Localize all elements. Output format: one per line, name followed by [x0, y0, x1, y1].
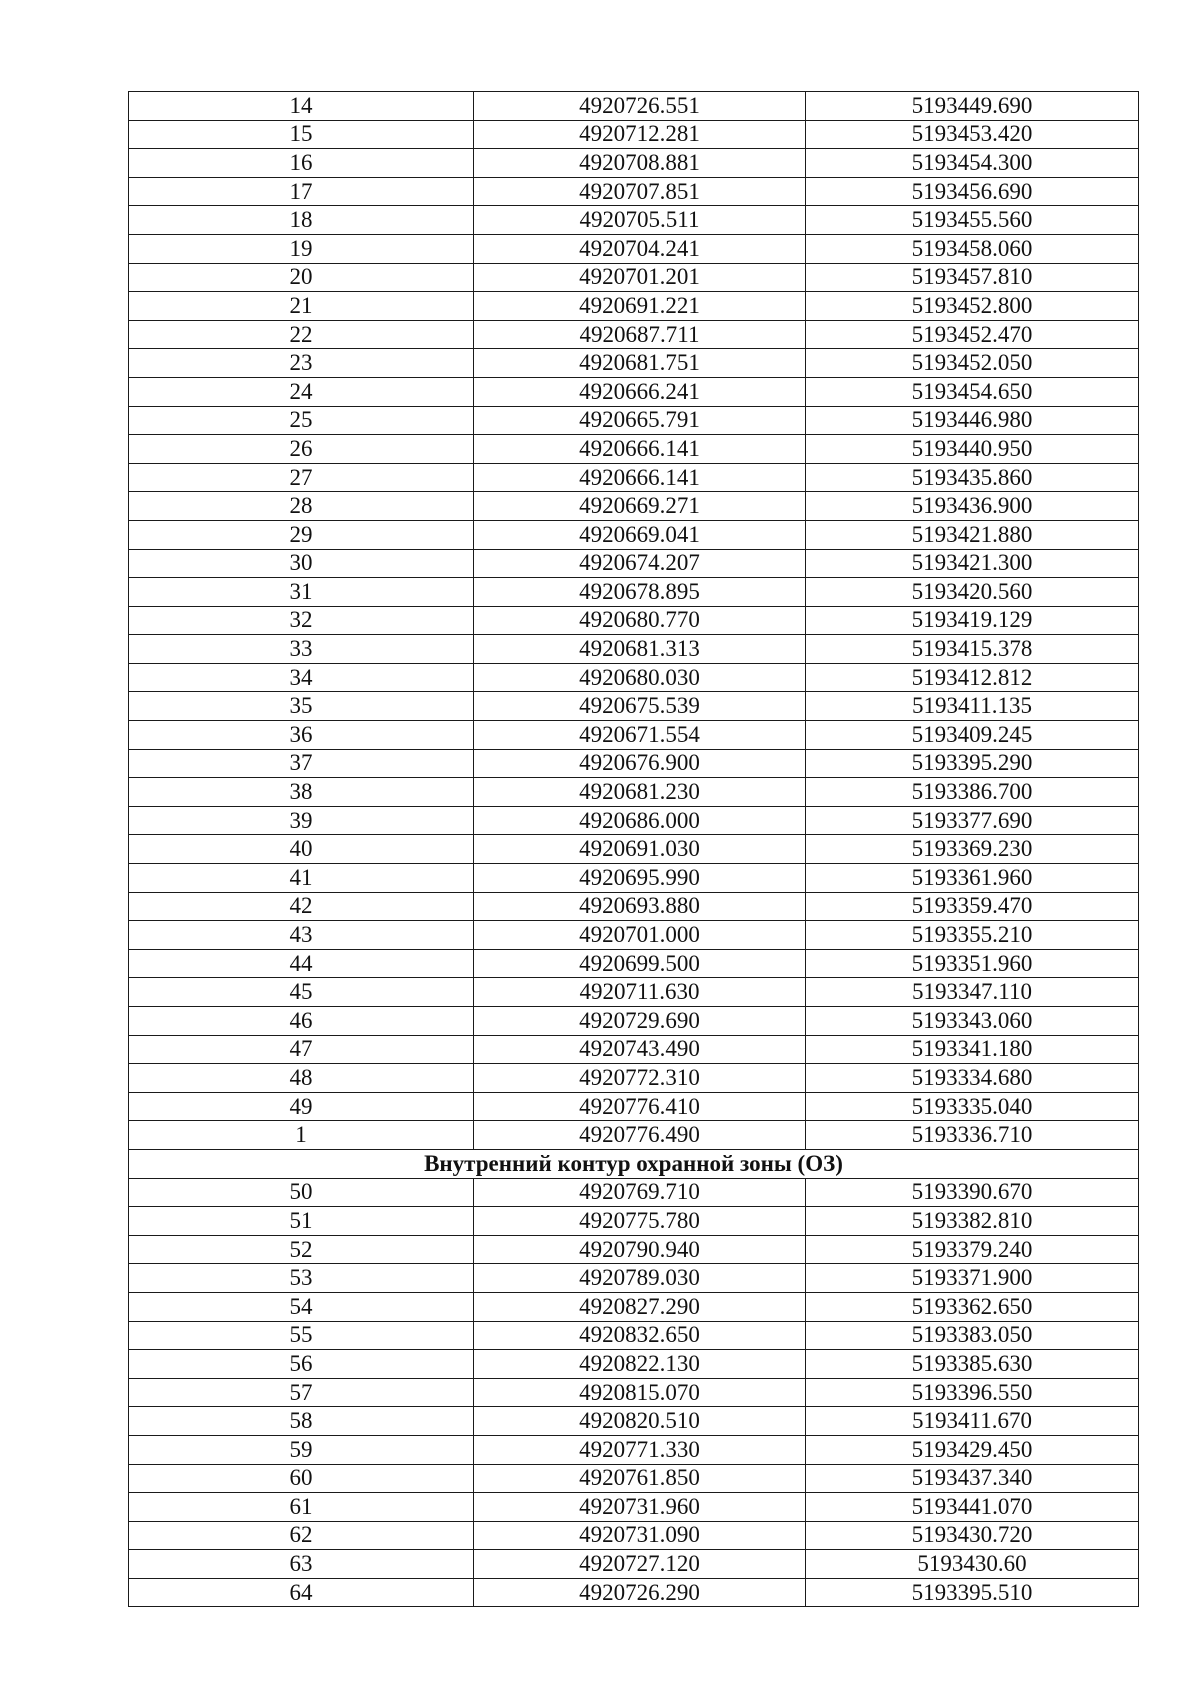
- point-number-cell: 63: [129, 1550, 474, 1579]
- x-coordinate-cell: 4920776.410: [474, 1092, 806, 1121]
- x-coordinate-cell: 4920695.990: [474, 864, 806, 893]
- table-row: [129, 1178, 1139, 1207]
- x-coordinate-cell: 4920707.851: [474, 177, 806, 206]
- table-row: [129, 234, 1139, 263]
- y-coordinate-cell: 5193452.050: [806, 349, 1139, 378]
- x-coordinate-cell: 4920731.960: [474, 1493, 806, 1522]
- table-row: [129, 978, 1139, 1007]
- y-coordinate-cell: 5193411.670: [806, 1407, 1139, 1436]
- table-row: [129, 177, 1139, 206]
- table-row: [129, 949, 1139, 978]
- y-coordinate-cell: 5193385.630: [806, 1350, 1139, 1379]
- x-coordinate-cell: 4920699.500: [474, 949, 806, 978]
- table-row: [129, 320, 1139, 349]
- y-coordinate-cell: 5193430.60: [806, 1550, 1139, 1579]
- y-coordinate-cell: 5193449.690: [806, 92, 1139, 121]
- y-coordinate-cell: 5193458.060: [806, 234, 1139, 263]
- y-coordinate-cell: 5193395.510: [806, 1578, 1139, 1607]
- x-coordinate-cell: 4920686.000: [474, 806, 806, 835]
- y-coordinate-cell: 5193411.135: [806, 692, 1139, 721]
- x-coordinate-cell: 4920681.751: [474, 349, 806, 378]
- table-row: [129, 921, 1139, 950]
- point-number-cell: 47: [129, 1035, 474, 1064]
- y-coordinate-cell: 5193421.880: [806, 520, 1139, 549]
- y-coordinate-cell: 5193347.110: [806, 978, 1139, 1007]
- y-coordinate-cell: 5193412.812: [806, 663, 1139, 692]
- table-row: [129, 1435, 1139, 1464]
- point-number-cell: 22: [129, 320, 474, 349]
- section-header-row: [129, 1149, 1139, 1178]
- table-row: [129, 1121, 1139, 1150]
- y-coordinate-cell: 5193362.650: [806, 1292, 1139, 1321]
- table-row: [129, 663, 1139, 692]
- x-coordinate-cell: 4920704.241: [474, 234, 806, 263]
- x-coordinate-cell: 4920815.070: [474, 1378, 806, 1407]
- y-coordinate-cell: 5193446.980: [806, 406, 1139, 435]
- point-number-cell: 39: [129, 806, 474, 835]
- table-row: [129, 1550, 1139, 1579]
- table-row: [129, 1235, 1139, 1264]
- point-number-cell: 37: [129, 749, 474, 778]
- table-row: [129, 606, 1139, 635]
- table-row: [129, 1064, 1139, 1093]
- x-coordinate-cell: 4920669.271: [474, 492, 806, 521]
- y-coordinate-cell: 5193355.210: [806, 921, 1139, 950]
- table-row: [129, 1292, 1139, 1321]
- point-number-cell: 23: [129, 349, 474, 378]
- y-coordinate-cell: 5193454.650: [806, 377, 1139, 406]
- point-number-cell: 51: [129, 1207, 474, 1236]
- coordinates-table: [128, 91, 1139, 1607]
- y-coordinate-cell: 5193341.180: [806, 1035, 1139, 1064]
- y-coordinate-cell: 5193379.240: [806, 1235, 1139, 1264]
- x-coordinate-cell: 4920681.230: [474, 778, 806, 807]
- x-coordinate-cell: 4920832.650: [474, 1321, 806, 1350]
- table-row: [129, 578, 1139, 607]
- x-coordinate-cell: 4920691.221: [474, 292, 806, 321]
- point-number-cell: 58: [129, 1407, 474, 1436]
- table-row: [129, 406, 1139, 435]
- point-number-cell: 42: [129, 892, 474, 921]
- y-coordinate-cell: 5193429.450: [806, 1435, 1139, 1464]
- y-coordinate-cell: 5193390.670: [806, 1178, 1139, 1207]
- point-number-cell: 62: [129, 1521, 474, 1550]
- table-row: [129, 749, 1139, 778]
- table-row: [129, 1521, 1139, 1550]
- table-row: [129, 120, 1139, 149]
- x-coordinate-cell: 4920743.490: [474, 1035, 806, 1064]
- section-title: Внутренний контур охранной зоны (ОЗ): [129, 1149, 1139, 1178]
- y-coordinate-cell: 5193343.060: [806, 1007, 1139, 1036]
- y-coordinate-cell: 5193430.720: [806, 1521, 1139, 1550]
- x-coordinate-cell: 4920712.281: [474, 120, 806, 149]
- point-number-cell: 18: [129, 206, 474, 235]
- x-coordinate-cell: 4920701.201: [474, 263, 806, 292]
- y-coordinate-cell: 5193435.860: [806, 463, 1139, 492]
- point-number-cell: 24: [129, 377, 474, 406]
- x-coordinate-cell: 4920693.880: [474, 892, 806, 921]
- x-coordinate-cell: 4920678.895: [474, 578, 806, 607]
- y-coordinate-cell: 5193334.680: [806, 1064, 1139, 1093]
- table-row: [129, 206, 1139, 235]
- y-coordinate-cell: 5193420.560: [806, 578, 1139, 607]
- y-coordinate-cell: 5193369.230: [806, 835, 1139, 864]
- point-number-cell: 40: [129, 835, 474, 864]
- table-row: [129, 292, 1139, 321]
- point-number-cell: 25: [129, 406, 474, 435]
- x-coordinate-cell: 4920789.030: [474, 1264, 806, 1293]
- point-number-cell: 28: [129, 492, 474, 521]
- table-row: [129, 1092, 1139, 1121]
- x-coordinate-cell: 4920822.130: [474, 1350, 806, 1379]
- table-row: [129, 1264, 1139, 1293]
- point-number-cell: 57: [129, 1378, 474, 1407]
- x-coordinate-cell: 4920731.090: [474, 1521, 806, 1550]
- table-row: [129, 377, 1139, 406]
- table-row: [129, 92, 1139, 121]
- x-coordinate-cell: 4920726.551: [474, 92, 806, 121]
- x-coordinate-cell: 4920705.511: [474, 206, 806, 235]
- point-number-cell: 56: [129, 1350, 474, 1379]
- y-coordinate-cell: 5193455.560: [806, 206, 1139, 235]
- y-coordinate-cell: 5193336.710: [806, 1121, 1139, 1150]
- point-number-cell: 61: [129, 1493, 474, 1522]
- y-coordinate-cell: 5193377.690: [806, 806, 1139, 835]
- point-number-cell: 15: [129, 120, 474, 149]
- y-coordinate-cell: 5193351.960: [806, 949, 1139, 978]
- y-coordinate-cell: 5193454.300: [806, 149, 1139, 178]
- point-number-cell: 64: [129, 1578, 474, 1607]
- x-coordinate-cell: 4920680.030: [474, 663, 806, 692]
- y-coordinate-cell: 5193361.960: [806, 864, 1139, 893]
- point-number-cell: 29: [129, 520, 474, 549]
- y-coordinate-cell: 5193409.245: [806, 721, 1139, 750]
- x-coordinate-cell: 4920776.490: [474, 1121, 806, 1150]
- point-number-cell: 48: [129, 1064, 474, 1093]
- point-number-cell: 41: [129, 864, 474, 893]
- table-row: [129, 1035, 1139, 1064]
- table-row: [129, 721, 1139, 750]
- x-coordinate-cell: 4920681.313: [474, 635, 806, 664]
- point-number-cell: 31: [129, 578, 474, 607]
- point-number-cell: 52: [129, 1235, 474, 1264]
- x-coordinate-cell: 4920680.770: [474, 606, 806, 635]
- table-row: [129, 1007, 1139, 1036]
- point-number-cell: 43: [129, 921, 474, 950]
- x-coordinate-cell: 4920674.207: [474, 549, 806, 578]
- table-row: [129, 549, 1139, 578]
- table-row: [129, 864, 1139, 893]
- y-coordinate-cell: 5193335.040: [806, 1092, 1139, 1121]
- point-number-cell: 46: [129, 1007, 474, 1036]
- table-row: [129, 1464, 1139, 1493]
- y-coordinate-cell: 5193386.700: [806, 778, 1139, 807]
- point-number-cell: 14: [129, 92, 474, 121]
- x-coordinate-cell: 4920666.141: [474, 463, 806, 492]
- x-coordinate-cell: 4920666.241: [474, 377, 806, 406]
- point-number-cell: 36: [129, 721, 474, 750]
- table-row: [129, 635, 1139, 664]
- point-number-cell: 35: [129, 692, 474, 721]
- x-coordinate-cell: 4920711.630: [474, 978, 806, 1007]
- x-coordinate-cell: 4920820.510: [474, 1407, 806, 1436]
- x-coordinate-cell: 4920727.120: [474, 1550, 806, 1579]
- table-row: [129, 692, 1139, 721]
- x-coordinate-cell: 4920675.539: [474, 692, 806, 721]
- table-row: [129, 463, 1139, 492]
- point-number-cell: 21: [129, 292, 474, 321]
- y-coordinate-cell: 5193371.900: [806, 1264, 1139, 1293]
- x-coordinate-cell: 4920665.791: [474, 406, 806, 435]
- x-coordinate-cell: 4920676.900: [474, 749, 806, 778]
- x-coordinate-cell: 4920729.690: [474, 1007, 806, 1036]
- table-row: [129, 1378, 1139, 1407]
- x-coordinate-cell: 4920761.850: [474, 1464, 806, 1493]
- x-coordinate-cell: 4920671.554: [474, 721, 806, 750]
- table-row: [129, 1578, 1139, 1607]
- point-number-cell: 44: [129, 949, 474, 978]
- point-number-cell: 60: [129, 1464, 474, 1493]
- point-number-cell: 38: [129, 778, 474, 807]
- y-coordinate-cell: 5193421.300: [806, 549, 1139, 578]
- table-row: [129, 263, 1139, 292]
- point-number-cell: 34: [129, 663, 474, 692]
- y-coordinate-cell: 5193453.420: [806, 120, 1139, 149]
- point-number-cell: 30: [129, 549, 474, 578]
- point-number-cell: 32: [129, 606, 474, 635]
- y-coordinate-cell: 5193359.470: [806, 892, 1139, 921]
- table-row: [129, 1207, 1139, 1236]
- point-number-cell: 53: [129, 1264, 474, 1293]
- table-row: [129, 149, 1139, 178]
- y-coordinate-cell: 5193395.290: [806, 749, 1139, 778]
- x-coordinate-cell: 4920687.711: [474, 320, 806, 349]
- point-number-cell: 50: [129, 1178, 474, 1207]
- x-coordinate-cell: 4920790.940: [474, 1235, 806, 1264]
- point-number-cell: 20: [129, 263, 474, 292]
- y-coordinate-cell: 5193456.690: [806, 177, 1139, 206]
- point-number-cell: 49: [129, 1092, 474, 1121]
- x-coordinate-cell: 4920691.030: [474, 835, 806, 864]
- point-number-cell: 54: [129, 1292, 474, 1321]
- x-coordinate-cell: 4920771.330: [474, 1435, 806, 1464]
- y-coordinate-cell: 5193457.810: [806, 263, 1139, 292]
- y-coordinate-cell: 5193441.070: [806, 1493, 1139, 1522]
- y-coordinate-cell: 5193382.810: [806, 1207, 1139, 1236]
- y-coordinate-cell: 5193440.950: [806, 435, 1139, 464]
- y-coordinate-cell: 5193415.378: [806, 635, 1139, 664]
- point-number-cell: 59: [129, 1435, 474, 1464]
- y-coordinate-cell: 5193436.900: [806, 492, 1139, 521]
- point-number-cell: 45: [129, 978, 474, 1007]
- x-coordinate-cell: 4920726.290: [474, 1578, 806, 1607]
- point-number-cell: 16: [129, 149, 474, 178]
- point-number-cell: 19: [129, 234, 474, 263]
- table-row: [129, 1321, 1139, 1350]
- y-coordinate-cell: 5193396.550: [806, 1378, 1139, 1407]
- table-row: [129, 1493, 1139, 1522]
- table-row: [129, 835, 1139, 864]
- point-number-cell: 33: [129, 635, 474, 664]
- y-coordinate-cell: 5193383.050: [806, 1321, 1139, 1350]
- table-row: [129, 349, 1139, 378]
- y-coordinate-cell: 5193452.800: [806, 292, 1139, 321]
- y-coordinate-cell: 5193437.340: [806, 1464, 1139, 1493]
- table-row: [129, 1407, 1139, 1436]
- point-number-cell: 1: [129, 1121, 474, 1150]
- coordinates-table-body: [129, 92, 1139, 1607]
- table-row: [129, 806, 1139, 835]
- x-coordinate-cell: 4920669.041: [474, 520, 806, 549]
- table-row: [129, 520, 1139, 549]
- table-row: [129, 778, 1139, 807]
- y-coordinate-cell: 5193419.129: [806, 606, 1139, 635]
- x-coordinate-cell: 4920772.310: [474, 1064, 806, 1093]
- x-coordinate-cell: 4920701.000: [474, 921, 806, 950]
- x-coordinate-cell: 4920708.881: [474, 149, 806, 178]
- point-number-cell: 27: [129, 463, 474, 492]
- point-number-cell: 26: [129, 435, 474, 464]
- table-row: [129, 892, 1139, 921]
- table-row: [129, 1350, 1139, 1379]
- table-row: [129, 492, 1139, 521]
- point-number-cell: 17: [129, 177, 474, 206]
- x-coordinate-cell: 4920769.710: [474, 1178, 806, 1207]
- point-number-cell: 55: [129, 1321, 474, 1350]
- x-coordinate-cell: 4920666.141: [474, 435, 806, 464]
- y-coordinate-cell: 5193452.470: [806, 320, 1139, 349]
- x-coordinate-cell: 4920775.780: [474, 1207, 806, 1236]
- x-coordinate-cell: 4920827.290: [474, 1292, 806, 1321]
- table-row: [129, 435, 1139, 464]
